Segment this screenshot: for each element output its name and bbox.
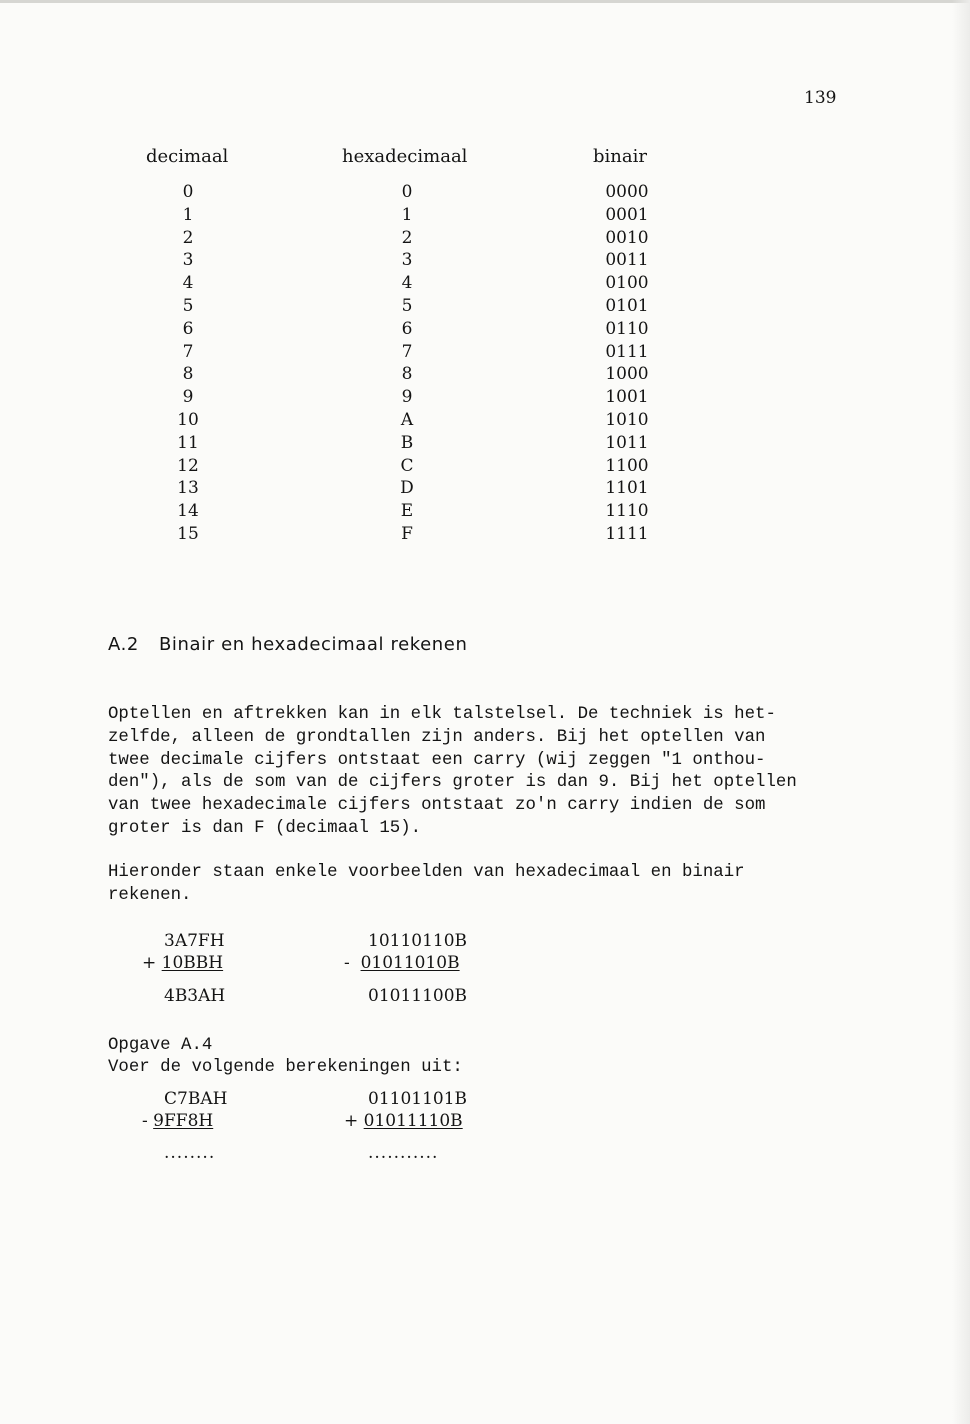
header-decimal: decimaal: [146, 146, 229, 167]
decimal-value: 0: [182, 182, 194, 202]
decimal-value: 6: [182, 318, 194, 339]
section-title: Binair en hexadecimaal rekenen: [158, 634, 468, 655]
exercise-hex-subtraction: [142, 1088, 252, 1164]
paragraph-text: Optellen en aftrekken kan in elk talstelsel. De techniek is het- zelfde, alleen de grondtallen zijn anders. Bij het optellen van twee decimale cijfers ontstaat een carry (wij zeggen "1 onthou- den"), als de som van de cijfers groter is dan 9. Bij het optellen van twee hexadecimale cijfers ontstaat zo'n carry indien de som groter is dan F (decimaal 15).: [108, 705, 797, 838]
hex-value: A: [400, 409, 414, 430]
answer-blank: ........: [164, 1143, 216, 1163]
operand-2: 01011010B: [360, 953, 460, 973]
column-decimal: [160, 181, 216, 546]
binary-value: 0111: [605, 341, 649, 362]
binary-value: 0101: [605, 295, 649, 316]
decimal-value: 4: [182, 273, 194, 294]
paragraph-examples-intro: [108, 862, 828, 908]
paragraph-carry: [108, 704, 828, 841]
binary-value: 1000: [605, 364, 649, 385]
exercise-block: [108, 1035, 463, 1079]
exercise-binary-addition: [344, 1088, 484, 1164]
binary-value: 1001: [605, 387, 649, 408]
header-binary: binair: [593, 146, 647, 167]
decimal-value: 3: [182, 250, 194, 271]
exercise-title: Opgave A.4: [108, 1036, 213, 1055]
operand-2: 01011110B: [363, 1111, 463, 1131]
hex-value: 3: [401, 250, 413, 271]
operator: +: [344, 1111, 359, 1131]
binary-value: 1111: [605, 523, 649, 544]
column-hexadecimal: [380, 181, 434, 546]
operator: -: [142, 1111, 148, 1131]
decimal-value: 12: [177, 455, 199, 476]
hex-value: 1: [401, 204, 413, 225]
binary-value: 1100: [605, 455, 649, 476]
decimal-value: 9: [182, 387, 194, 408]
operand-1: 01101101B: [368, 1089, 468, 1109]
operand-2: 10BBH: [161, 953, 224, 973]
decimal-value: 5: [182, 295, 194, 316]
binary-value: 1011: [605, 432, 649, 453]
decimal-value: 8: [182, 364, 194, 385]
page-number: 139: [804, 88, 837, 108]
hex-value: 7: [401, 341, 413, 362]
answer-blank: ...........: [368, 1143, 439, 1163]
hex-value: 8: [401, 364, 413, 385]
decimal-value: 10: [177, 409, 199, 430]
result: 4B3AH: [164, 986, 226, 1006]
operator: -: [344, 953, 350, 973]
example-binary-subtraction: [344, 930, 484, 1007]
decimal-value: 15: [177, 523, 199, 544]
column-binary: [596, 181, 658, 546]
hex-value: 2: [401, 227, 413, 248]
operand-1: 10110110B: [368, 931, 468, 951]
header-hexadecimal: hexadecimaal: [342, 146, 468, 167]
decimal-value: 2: [182, 227, 194, 248]
operator: +: [142, 953, 157, 973]
paragraph-text: Hieronder staan enkele voorbeelden van hexadecimaal en binair rekenen.: [108, 863, 745, 905]
operand-1: C7BAH: [164, 1089, 228, 1109]
hex-value: 6: [401, 318, 413, 339]
binary-value: 1010: [605, 409, 649, 430]
hex-value: C: [400, 455, 414, 476]
section-heading: [108, 634, 468, 655]
binary-value: 0011: [605, 250, 649, 271]
hex-value: 4: [401, 273, 413, 294]
decimal-value: 13: [177, 478, 199, 499]
decimal-value: 14: [177, 501, 199, 522]
example-hex-addition: [142, 930, 252, 1007]
operand-2: 9FF8H: [153, 1111, 214, 1131]
exercise-instruction: Voer de volgende berekeningen uit:: [108, 1058, 463, 1077]
binary-value: 0010: [605, 227, 649, 248]
binary-value: 0100: [605, 273, 649, 294]
decimal-value: 1: [182, 204, 194, 225]
result: 01011100B: [368, 986, 468, 1006]
page-top-edge: [0, 0, 970, 3]
binary-value: 1101: [605, 478, 649, 499]
hex-value: B: [400, 432, 414, 453]
hex-value: 9: [401, 387, 413, 408]
operand-1: 3A7FH: [164, 931, 225, 951]
hex-value: E: [400, 501, 414, 522]
hex-value: 5: [401, 295, 413, 316]
decimal-value: 11: [177, 432, 199, 453]
binary-value: 0000: [605, 182, 649, 202]
binary-value: 1110: [605, 501, 649, 522]
hex-value: 0: [401, 182, 413, 202]
page-binding-shadow: [952, 0, 970, 1424]
decimal-value: 7: [182, 341, 194, 362]
section-number: A.2: [108, 634, 139, 655]
binary-value: 0110: [605, 318, 649, 339]
hex-value: D: [400, 478, 414, 499]
binary-value: 0001: [605, 204, 649, 225]
hex-value: F: [401, 523, 413, 544]
